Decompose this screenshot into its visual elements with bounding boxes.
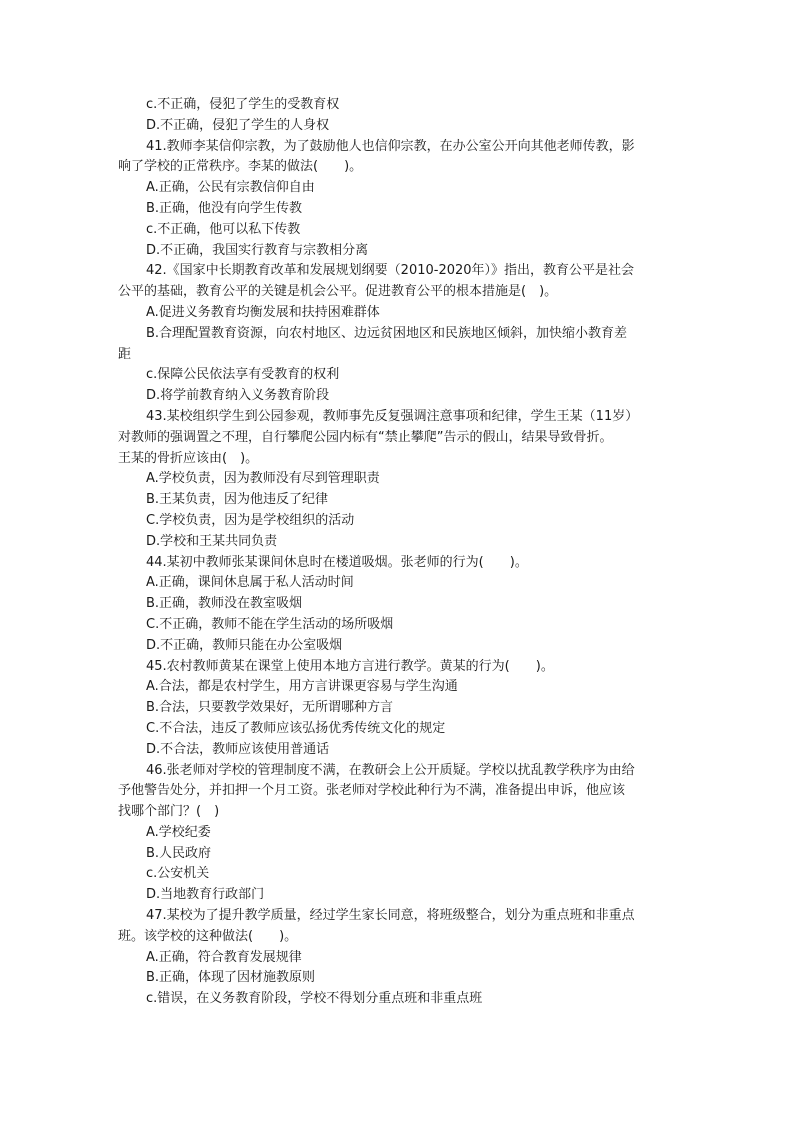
text-line: 响了学校的正常秩序。李某的做法( )。 xyxy=(118,159,363,175)
answer-option: B.合法，只要教学效果好，无所谓哪种方言 xyxy=(146,700,394,716)
answer-option: c.不正确，侵犯了学生的受教育权 xyxy=(146,97,340,112)
answer-option: A.正确，公民有宗教信仰自由 xyxy=(146,180,315,196)
question-text: 46.张老师对学校的管理制度不满，在教研会上公开质疑。学校以扰乱教学秩序为由给 xyxy=(146,762,635,778)
answer-option: B.正确，教师没在教室吸烟 xyxy=(146,596,303,612)
text-line: 班。该学校的这种做法( )。 xyxy=(118,928,298,944)
text-line: 公平的基础，教育公平的关键是机会公平。促进教育公平的根本措施是( )。 xyxy=(118,284,558,300)
answer-option: B.王某负责，因为他违反了纪律 xyxy=(146,492,329,508)
answer-option: D.不正确，侵犯了学生的人身权 xyxy=(146,117,330,133)
answer-option: A.正确，课间休息属于私人活动时间 xyxy=(146,575,354,591)
question-text: 45.农村教师黄某在课堂上使用本地方言进行教学。黄某的行为( )。 xyxy=(146,658,554,674)
answer-option: B.合理配置教育资源，向农村地区、边远贫困地区和民族地区倾斜，加快缩小教育差 xyxy=(146,325,628,341)
document-body xyxy=(118,95,678,1010)
answer-option: D.不正确，我国实行教育与宗教相分离 xyxy=(146,242,369,258)
answer-option: D.学校和王某共同负责 xyxy=(146,533,278,549)
question-text: 43.某校组织学生到公园参观，教师事先反复强调注意事项和纪律，学生王某（11岁） xyxy=(146,408,639,424)
answer-option: D.当地教育行政部门 xyxy=(146,887,265,903)
question-text: 41.教师李某信仰宗教，为了鼓励他人也信仰宗教，在办公室公开向其他老师传教，影 xyxy=(146,138,635,154)
answer-option: A.学校负责，因为教师没有尽到管理职责 xyxy=(146,471,380,487)
answer-option: D.将学前教育纳入义务教育阶段 xyxy=(146,388,330,404)
answer-option: D.不合法，教师应该使用普通话 xyxy=(146,741,330,757)
answer-option: D.不正确，教师只能在办公室吸烟 xyxy=(146,637,343,653)
text-line: 对教师的强调置之不理，自行攀爬公园内标有“禁止攀爬”告示的假山，结果导致骨折。 xyxy=(118,429,613,445)
text-line: 予他警告处分，并扣押一个月工资。张老师对学校此种行为不满，准备提出申诉，他应该 xyxy=(118,783,626,799)
answer-option: C.学校负责，因为是学校组织的活动 xyxy=(146,512,355,528)
answer-option: B.正确，体现了因材施教原则 xyxy=(146,970,316,986)
answer-option: A.学校纪委 xyxy=(146,824,211,840)
question-text: 44.某初中教师张某课间休息时在楼道吸烟。张老师的行为( )。 xyxy=(146,554,528,570)
answer-option: B.正确，他没有向学生传教 xyxy=(146,200,303,216)
answer-option: C.不正确，教师不能在学生活动的场所吸烟 xyxy=(146,616,394,632)
question-text: 47.某校为了提升教学质量，经过学生家长同意，将班级整合，划分为重点班和非重点 xyxy=(146,908,635,924)
text-line: 距 xyxy=(118,346,132,362)
text-line: 王某的骨折应该由( )。 xyxy=(118,450,259,466)
answer-option: A.正确，符合教育发展规律 xyxy=(146,949,302,965)
answer-option: c.保障公民依法享有受教育的权利 xyxy=(146,367,340,383)
answer-option: c.公安机关 xyxy=(146,866,210,882)
answer-option: C.不合法，违反了教师应该弘扬优秀传统文化的规定 xyxy=(146,720,446,736)
answer-option: c.不正确，他可以私下传教 xyxy=(146,221,301,237)
answer-option: A.合法，都是农村学生，用方言讲课更容易与学生沟通 xyxy=(146,679,458,695)
answer-option: c.错误，在义务教育阶段，学校不得划分重点班和非重点班 xyxy=(146,991,483,1007)
text-line: 找哪个部门？( ) xyxy=(118,804,220,820)
question-text: 42.《国家中长期教育改革和发展规划纲要（2010-2020年）》指出，教育公平是社会 xyxy=(146,263,635,279)
answer-option: A.促进义务教育均衡发展和扶持困难群体 xyxy=(146,304,380,320)
answer-option: B.人民政府 xyxy=(146,845,212,861)
